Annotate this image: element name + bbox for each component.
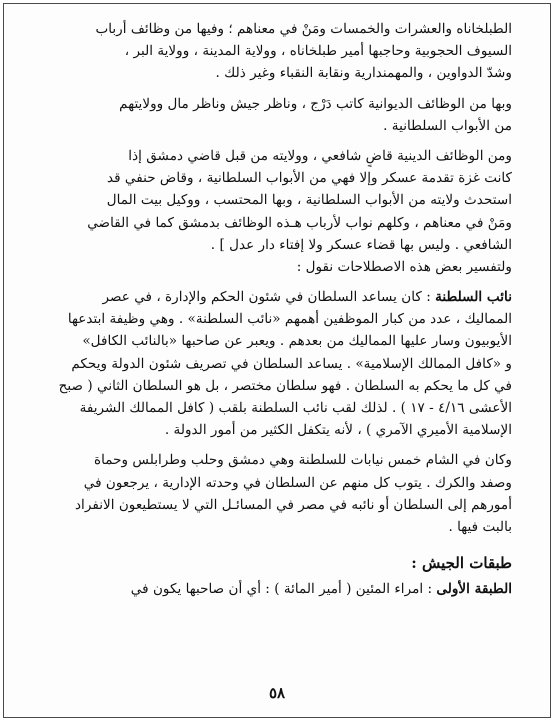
page-number: ٥٨ bbox=[268, 684, 286, 702]
paragraph-4 bbox=[44, 256, 512, 278]
text-line: استحدث ولايته من الأبواب السلطانية ، وبها المحتسب ، ووكيل بيت المال bbox=[106, 192, 512, 209]
term-definition: : امراء المئين ( أمير المائة ) : أي أن صاحبها يكون في bbox=[130, 581, 437, 598]
text-line: الشافعي . وليس بها قضاء عسكر ولا إفتاء دار عدل ] . bbox=[210, 236, 512, 253]
text-line: ومن الوظائف الدينية قاضٍ شافعي ، وولايته من قبل قاضي دمشق إذا bbox=[128, 147, 512, 164]
term-viceroy: نائب السلطنة bbox=[435, 289, 512, 306]
paragraph-2 bbox=[44, 93, 512, 137]
paragraph-7 bbox=[44, 578, 512, 600]
paragraph-1 bbox=[44, 18, 512, 85]
text-line: وكان في الشام خمس نيابات للسلطنة وهي دمشق وحلب وطرابلس وحماة bbox=[93, 452, 512, 469]
text-line: وصفد والكرك . يتوب كل منهم عن السلطان في وحدته الإدارية ، يرجعون في bbox=[83, 474, 512, 491]
text-line: من الأبواب السلطانية . bbox=[383, 117, 512, 134]
text-line bbox=[44, 578, 512, 600]
text-line: السيوف الحجوبية وحاجبها أمير طبلخاناه ، وولاية المدينة ، وولاية البر ، bbox=[124, 43, 512, 60]
paragraph-3 bbox=[44, 145, 512, 256]
section-heading: طبقات الجيش : bbox=[411, 554, 512, 573]
term-definition: : كان يساعد السلطان في شئون الحكم والإدارة ، في عصر bbox=[102, 289, 436, 306]
text-line: و «كافل الممالك الإسلامية» . يساعد السلطان في تصريف شئون الدولة ويحكم bbox=[71, 355, 512, 372]
text-line: وبها من الوظائف الديوانية كاتب دَرْج ، وناظر جيش وناظر مال وولايتهم bbox=[119, 95, 512, 112]
text-line: أمورهم إلى السلطان أو نائبه في مصر في المسائـل التي لا يستطيعون الانفراد bbox=[74, 496, 512, 513]
text-line bbox=[44, 286, 512, 308]
paragraph-gap bbox=[44, 137, 512, 145]
paragraph-gap bbox=[44, 538, 512, 552]
text-line: كانت غزة تقدمة عسكر وإلا فهي من الأبواب السلطانية ، وقاض حنفي قد bbox=[106, 170, 512, 187]
text-line: ومَنْ في معناهم ، وكلهم نواب لأرباب هـذه الوظائف بدمشق كما في القاضي bbox=[87, 214, 512, 231]
paragraph-6 bbox=[44, 449, 512, 538]
paragraph-gap bbox=[44, 441, 512, 449]
text-line: بالبت فيها . bbox=[448, 518, 512, 535]
document-body bbox=[44, 18, 512, 601]
text-line: وشدّ الدواوين ، والمهمندارية ونقابة النقباء وغير ذلك . bbox=[215, 65, 512, 82]
text-line: الأيوبيون وسار عليها المماليك من بعدهم . ويعبر عن صاحبها «بالنائب الكافل» bbox=[82, 333, 512, 350]
paragraph-5 bbox=[44, 286, 512, 441]
text-line: المماليك ، عدد من كبار الموظفين أهمهم «نائب السلطنة» . وهي وظيفة ابتدعها bbox=[67, 311, 512, 328]
text-line: الإسلامية الأميري الآمري ) ، لأنه يتكفل الكثير من أمور الدولة . bbox=[164, 422, 512, 439]
page-frame bbox=[3, 3, 551, 718]
paragraph-gap bbox=[44, 278, 512, 286]
term-first-rank: الطبقة الأولى bbox=[436, 581, 512, 598]
text-line: الطبلخاناه والعشرات والخمسات ومَنْ في معناهم ؛ وفيها من وظائف أرباب bbox=[95, 21, 512, 37]
paragraph-gap bbox=[44, 85, 512, 93]
text-line: الأعشى ٤/١٦ - ١٧ ) . لذلك لقب نائب السلطنة بلقب ( كافل الممالك الشريفة bbox=[79, 400, 512, 416]
text-line: في كل ما يحكم به السلطان . فهو سلطان مختصر ، بل هو السلطان الثاني ( صبح bbox=[58, 377, 512, 394]
text-line: ولتفسير بعض هذه الاصطلاحات نقول : bbox=[296, 258, 512, 275]
